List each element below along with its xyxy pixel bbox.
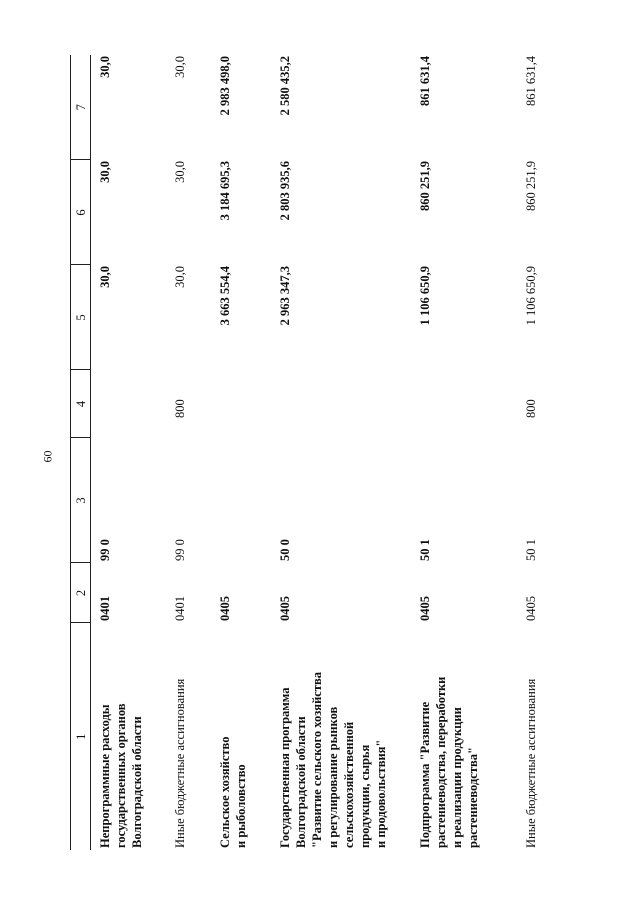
column-number-3: 3 (71, 438, 91, 563)
target-code-cell: 99 0 (98, 539, 112, 561)
amount-col7-cell: 30,0 (172, 56, 187, 78)
row-name-line: продукции, сырья (357, 744, 372, 848)
amount-col5-cell: 30,0 (172, 266, 187, 288)
row-name-line: Непрограммные расходы (98, 704, 112, 848)
amount-col5-cell: 3 663 554,4 (217, 266, 232, 326)
row-name-line: и рыболовство (233, 764, 248, 848)
table-row (211, 55, 271, 850)
row-name-line: Волгоградской области (130, 716, 144, 848)
table-row (91, 55, 168, 850)
column-number-6: 6 (71, 160, 91, 265)
amount-col6-cell: 30,0 (98, 161, 112, 183)
row-name-cell (211, 623, 271, 850)
amount-col6-cell: 860 251,9 (417, 161, 432, 211)
expense-kind-cell (411, 370, 513, 438)
amount-col7-cell: 861 631,4 (417, 56, 432, 106)
row-name-line: Иные бюджетные ассигнования (172, 678, 187, 848)
column-number-1: 1 (73, 733, 88, 740)
section-code-cell: 0405 (523, 596, 538, 621)
row-name-line: "Развитие сельского хозяйства (309, 672, 324, 848)
budget-table-sheet (70, 55, 625, 850)
amount-col5-cell: 1 106 650,9 (417, 266, 432, 326)
column-number-5: 5 (71, 265, 91, 370)
amount-col7-cell: 2 580 435,2 (277, 56, 292, 116)
amount-col6-cell: 2 803 935,6 (277, 161, 292, 221)
row-name-cell (513, 623, 567, 850)
row-name-line: и реализации продукции (449, 707, 464, 848)
amount-col6-cell: 860 251,9 (523, 161, 538, 211)
row-name-line: Волгоградской области (293, 716, 308, 848)
target-code-cell: 50 1 (523, 539, 538, 561)
target-code-cell: 50 1 (417, 539, 432, 561)
amount-col5-cell: 2 963 347,3 (277, 266, 292, 326)
row-name-line: Государственная программа (277, 687, 292, 848)
row-name-line: и продовольствия" (373, 739, 388, 848)
table-row (271, 55, 411, 850)
amount-col5-cell: 30,0 (98, 266, 112, 288)
target-code-cell: 50 0 (277, 539, 292, 561)
column-number-7: 7 (71, 55, 91, 160)
column-number-4: 4 (71, 370, 91, 438)
row-name-line: сельскохозяйственной (341, 721, 356, 848)
row-name-line: Сельское хозяйство (217, 736, 232, 848)
column-number-row (71, 55, 91, 850)
amount-col7-cell: 30,0 (98, 56, 112, 78)
expense-kind-cell (271, 370, 411, 438)
row-name-line: Иные бюджетные ассигнования (523, 678, 538, 848)
row-name-cell (411, 623, 513, 850)
expense-kind-cell: 800 (523, 399, 538, 418)
row-name-line: Подпрограмма "Развитие (417, 701, 432, 848)
amount-col7-cell: 861 631,4 (523, 56, 538, 106)
row-name-line: растениеводства" (465, 747, 480, 848)
table-row (411, 55, 513, 850)
expense-kind-cell: 800 (172, 399, 187, 418)
row-name-cell (271, 623, 411, 850)
section-code-cell: 0401 (172, 596, 187, 621)
table-row (168, 55, 211, 850)
row-name-cell (91, 623, 168, 850)
section-code-cell: 0405 (417, 596, 432, 621)
amount-col6-cell: 30,0 (172, 161, 187, 183)
amount-col7-cell: 2 983 498,0 (217, 56, 232, 116)
table-body (91, 55, 567, 850)
budget-table (70, 55, 567, 850)
row-name-line: растениеводства, переработки (433, 676, 448, 848)
table-row (513, 55, 567, 850)
row-name-line: и регулирование рынков (325, 706, 340, 848)
section-code-cell: 0405 (277, 596, 292, 621)
row-name-cell (168, 623, 211, 850)
target-code-cell: 99 0 (172, 539, 187, 561)
expense-kind-cell (91, 370, 168, 438)
expense-kind-cell (211, 370, 271, 438)
page-number (36, 446, 60, 466)
amount-col5-cell: 1 106 650,9 (523, 266, 538, 326)
column-number-2: 2 (71, 563, 91, 623)
amount-col6-cell: 3 184 695,3 (217, 161, 232, 221)
section-code-cell: 0405 (217, 596, 232, 621)
section-code-cell: 0401 (98, 596, 112, 621)
target-code-cell (211, 438, 271, 563)
page-number-text: 60 (40, 450, 55, 462)
row-name-line: государственных органов (114, 703, 128, 848)
